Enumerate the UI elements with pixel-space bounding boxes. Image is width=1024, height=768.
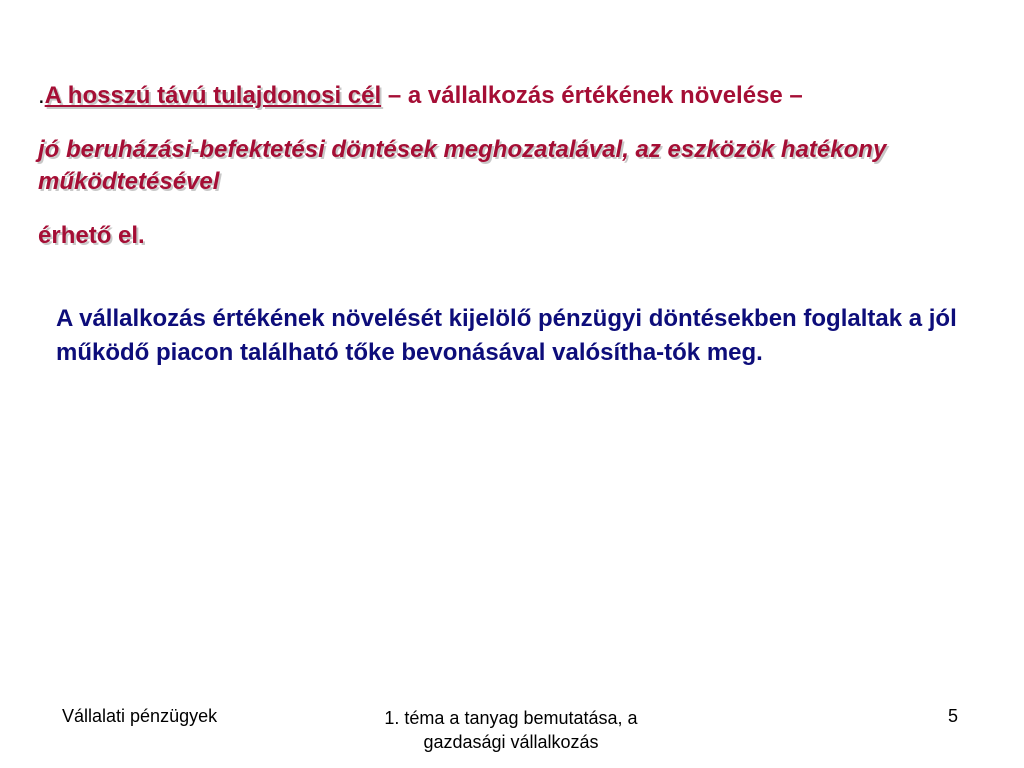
page-number: 5 <box>948 706 959 726</box>
body-paragraph: A vállalkozás értékének növelését kijelölő pénzügyi döntésekben foglaltak a jól működő piacon található tőke bevonásával valósítha-tók meg. <box>56 305 957 366</box>
footer-topic: 1. téma a tanyag bemutatása, a gazdasági vállalkozás <box>384 708 638 752</box>
heading-line <box>38 82 803 110</box>
goal-description: – a vállalkozás értékének növelése – <box>381 82 803 109</box>
goal-heading: A hosszú távú tulajdonosi cél <box>44 82 382 109</box>
reach-text: érhető el. <box>38 222 145 249</box>
italic-statement: jó beruházási-befektetési döntések meghozatalával, az eszközök hatékony működtetésével <box>38 136 887 195</box>
lead-dot: . <box>38 82 45 109</box>
footer-course-title: Vállalati pénzügyek <box>62 706 218 726</box>
